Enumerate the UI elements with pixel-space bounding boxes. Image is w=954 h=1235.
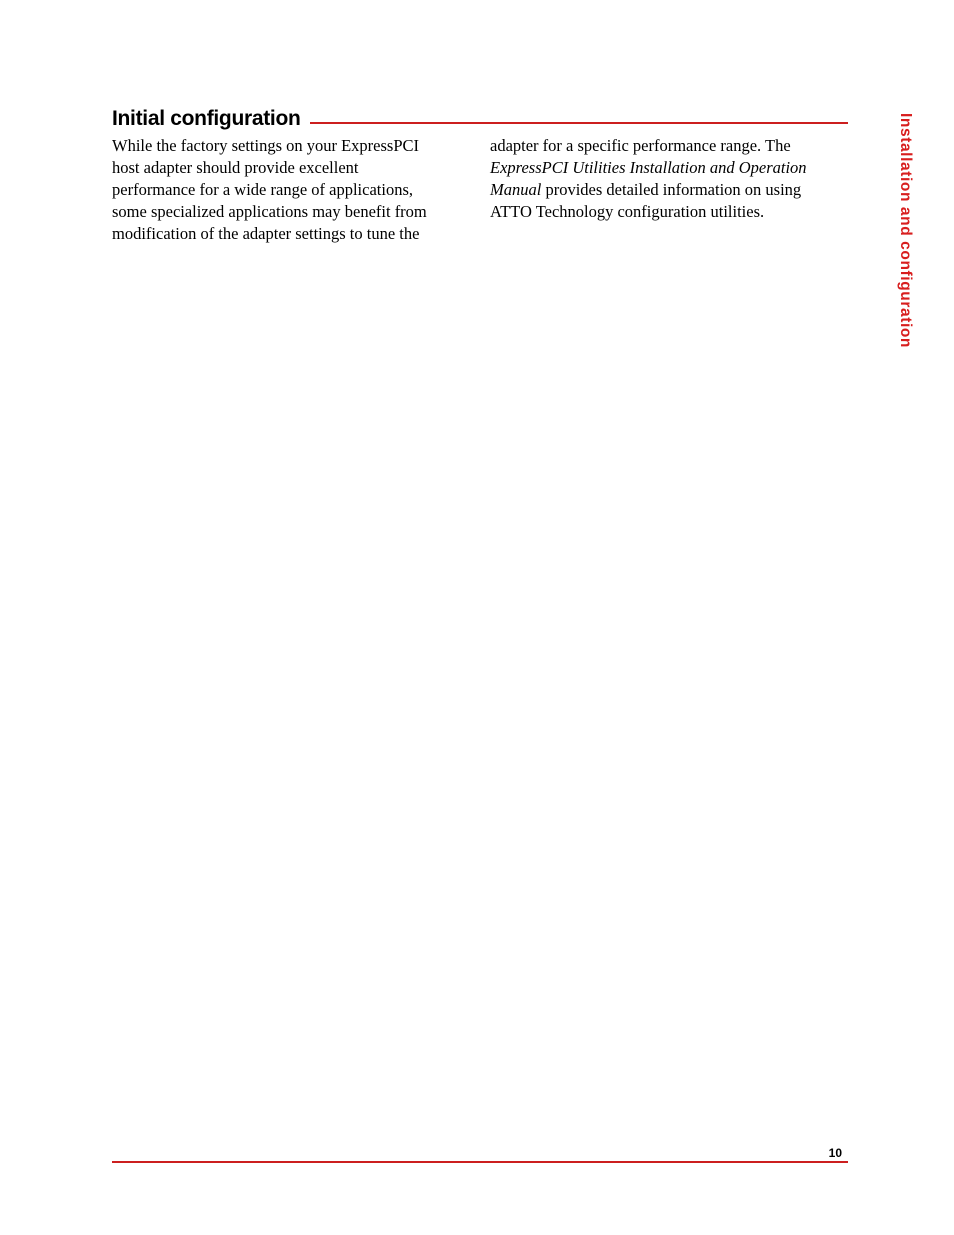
body-text-fragment: provides detailed information on using xyxy=(541,180,802,199)
manual-title-reference: Manual xyxy=(490,180,542,199)
page-number: 10 xyxy=(828,1146,842,1160)
section-header xyxy=(112,106,848,132)
section-title: Initial configuration xyxy=(112,106,305,132)
body-line: ATTO Technology configuration utilities. xyxy=(490,202,765,221)
footer-rule xyxy=(112,1161,848,1163)
body-line xyxy=(490,157,838,179)
section-title-rule xyxy=(310,122,848,124)
body-text-right-column xyxy=(490,135,838,223)
body-line: host adapter should provide excellent xyxy=(112,158,359,177)
body-line: performance for a wide range of applications, xyxy=(112,180,413,199)
body-line: some specialized applications may benefit from xyxy=(112,202,427,221)
manual-title-reference: ExpressPCI Utilities Installation and Operation xyxy=(490,158,807,177)
body-text-left-column xyxy=(112,135,460,245)
body-line xyxy=(490,179,838,201)
body-line: adapter for a specific performance range. The xyxy=(490,136,791,155)
chapter-side-tab-label: Installation and configuration xyxy=(897,113,914,348)
body-line: modification of the adapter settings to tune the xyxy=(112,224,420,243)
chapter-side-tab xyxy=(896,113,918,433)
body-line: While the factory settings on your ExpressPCI xyxy=(112,136,420,155)
